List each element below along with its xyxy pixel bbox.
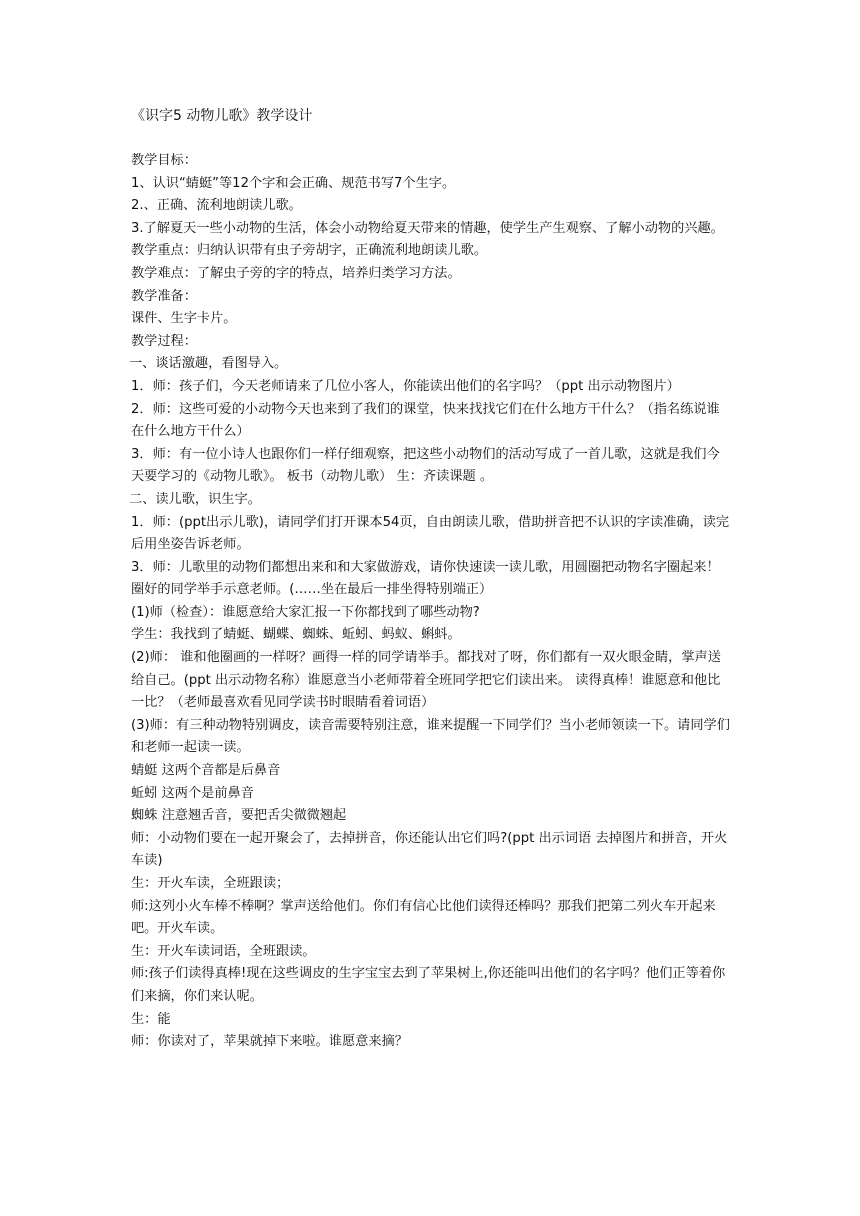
paragraph: 生：开火车读，全班跟读； bbox=[131, 876, 290, 891]
paragraph: 3．师：儿歌里的动物们都想出来和和大家做游戏，请你快速读一读儿歌，用圆圈把动物名字圈起来！圈好的同学举手示意老师。(……坐在最后一排坐得特别端正） bbox=[131, 559, 720, 598]
section-1-heading: 一、谈话激趣，看图导入。 bbox=[129, 356, 288, 372]
word-note: 蜘蛛 注意翘舌音，要把舌尖微微翘起 bbox=[131, 808, 347, 824]
paragraph: 师：小动物们要在一起开聚会了，去掉拼音，你还能认出它们吗?(ppt 出示词语 去掉图片和拼音，开火车读) bbox=[131, 830, 728, 869]
process-heading: 教学过程： bbox=[131, 333, 197, 349]
key-point: 教学重点：归纳认识带有虫子旁胡字，正确流利地朗读儿歌。 bbox=[131, 243, 488, 259]
paragraph: 生：能 bbox=[131, 1011, 171, 1027]
preparation-heading: 教学准备： bbox=[131, 288, 197, 304]
paragraph: 学生：我找到了蜻蜓、蝴蝶、蜘蛛、蚯蚓、蚂蚁、蝌蚪。 bbox=[131, 627, 461, 643]
paragraph: 师:孩子们读得真棒!现在这些调皮的生字宝宝去到了苹果树上,你还能叫出他们的名字吗？他们正等着你们来摘，你们来认呢。 bbox=[131, 966, 726, 1004]
objective-2: 2.、正确、流利地朗读儿歌。 bbox=[131, 198, 302, 214]
objectives-heading: 教学目标： bbox=[131, 153, 197, 168]
objective-3: 3.了解夏天一些小动物的生活，体会小动物给夏天带来的情趣，使学生产生观察、了解小动物的兴趣。 bbox=[131, 220, 724, 236]
paragraph: 师:这列小火车棒不棒啊？掌声送给他们。你们有信心比他们读得还棒吗？那我们把第二列火车开起来吧。开火车读。 bbox=[131, 898, 716, 937]
difficult-point: 教学难点：了解虫子旁的字的特点，培养归类学习方法。 bbox=[131, 265, 461, 281]
paragraph: 1．师：(ppt出示儿歌)，请同学们打开课本54页，自由朗读儿歌，借助拼音把不认识的字读准确，读完后用坐姿告诉老师。 bbox=[131, 514, 730, 553]
paragraph: (2)师： 谁和他圈画的一样呀？画得一样的同学请举手。都找对了呀，你们都有一双火眼金睛，掌声送给自己。(ppt 出示动物名称）谁愿意当小老师带着全班同学把它们读出来。 读得真棒！谁愿意和他比一比？（老师最喜欢看见同学读书时眼睛看着词语） bbox=[131, 650, 721, 711]
document-body bbox=[131, 150, 731, 1054]
word-note: 蜻蜓 这两个音都是后鼻音 bbox=[131, 763, 281, 779]
paragraph: 2．师：这些可爱的小动物今天也来到了我们的课堂，快来找找它们在什么地方干什么？（指名练说谁在什么地方干什么） bbox=[131, 401, 720, 440]
word-note: 蚯蚓 这两个是前鼻音 bbox=[131, 785, 254, 801]
paragraph: 1．师：孩子们，今天老师请来了几位小客人，你能读出他们的名字吗？（ppt 出示动物图片） bbox=[131, 378, 680, 394]
section-2-heading: 二、读儿歌，识生字。 bbox=[129, 491, 261, 507]
paragraph: (1)师（检查）：谁愿意给大家汇报一下你都找到了哪些动物? bbox=[131, 604, 480, 620]
document-title: 《识字5 动物儿歌》教学设计 bbox=[131, 108, 313, 124]
paragraph: (3)师：有三种动物特别调皮，读音需要特别注意，谁来提醒一下同学们？当小老师领读一下。请同学们和老师一起读一读。 bbox=[131, 717, 730, 756]
objective-1: 1、认识“蜻蜓”等12个字和会正确、规范书写7个生字。 bbox=[131, 175, 456, 191]
preparation-items: 课件、生字卡片。 bbox=[131, 311, 237, 327]
paragraph: 3．师：有一位小诗人也跟你们一样仔细观察，把这些小动物们的活动写成了一首儿歌，这就是我们今天要学习的《动物儿歌》。 板书（动物儿歌） 生：齐读课题 。 bbox=[131, 446, 720, 485]
paragraph: 生：开火车读词语，全班跟读。 bbox=[131, 943, 316, 959]
paragraph: 师：你读对了，苹果就掉下来啦。谁愿意来摘？ bbox=[131, 1034, 408, 1050]
